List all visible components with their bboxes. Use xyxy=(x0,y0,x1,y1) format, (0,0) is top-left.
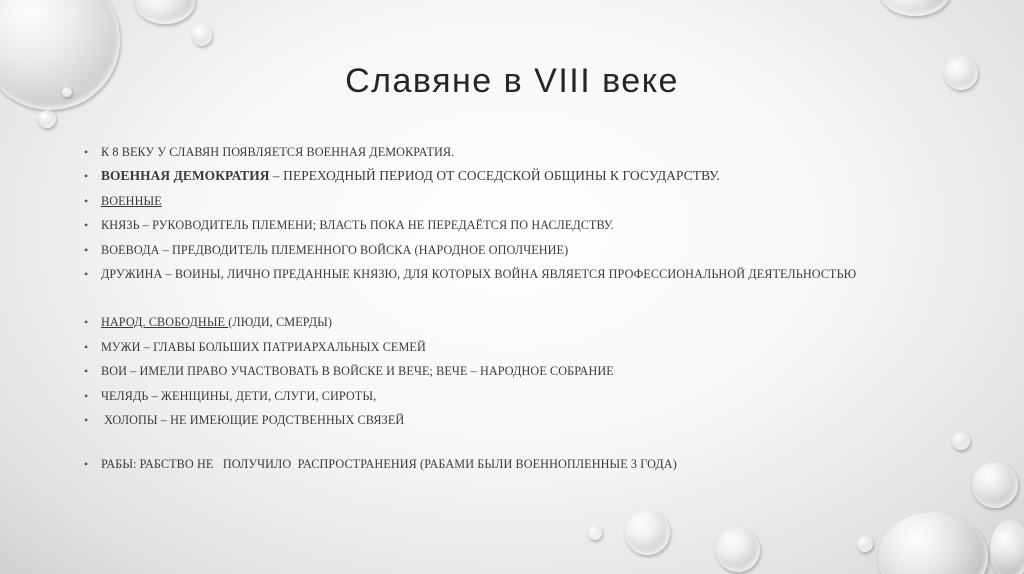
bullet-item xyxy=(82,213,962,237)
water-drop-decoration xyxy=(716,528,760,572)
water-drop-decoration xyxy=(880,0,950,16)
water-drop-decoration xyxy=(972,462,1018,508)
bullet-item xyxy=(82,335,962,359)
bullet-item xyxy=(82,238,962,262)
bullet-item xyxy=(82,140,962,164)
bullet-item xyxy=(82,164,962,188)
bullet-item xyxy=(82,310,962,334)
water-drop-decoration xyxy=(38,110,56,128)
water-drop-decoration xyxy=(588,526,602,540)
bullet-heading: ВОЕННЫЕ xyxy=(101,193,162,208)
bullet-text: МУЖИ – ГЛАВЫ БОЛЬШИХ ПАТРИАРХАЛЬНЫХ СЕМЕЙ xyxy=(101,339,426,354)
bullet-text: ЧЕЛЯДЬ – ЖЕНЩИНЫ, ДЕТИ, СЛУГИ, СИРОТЫ, xyxy=(101,388,377,403)
slide-title: Славяне в VIII веке xyxy=(345,62,679,100)
bullet-list xyxy=(82,140,962,477)
bullet-item xyxy=(82,384,962,408)
bullet-heading: НАРОД. СВОБОДНЫЕ xyxy=(101,315,229,330)
bullet-text: – ПЕРЕХОДНЫЙ ПЕРИОД ОТ СОСЕДСКОЙ ОБЩИНЫ К ГОСУДАРСТВУ. xyxy=(269,168,720,184)
bullet-item xyxy=(82,408,962,432)
bullet-term: ВОЕННАЯ ДЕМОКРАТИЯ xyxy=(101,168,270,184)
water-drop-decoration xyxy=(192,24,212,46)
bullet-text: ДРУЖИНА – ВОИНЫ, ЛИЧНО ПРЕДАННЫЕ КНЯЗЮ, ДЛЯ КОТОРЫХ ВОЙНА ЯВЛЯЕТСЯ ПРОФЕССИОНАЛЬНОЙ ДЕЯТЕЛЬНОСТЬЮ xyxy=(101,266,857,281)
water-drop-decoration xyxy=(878,512,988,574)
bullet-text: К 8 ВЕКУ У СЛАВЯН ПОЯВЛЯЕТСЯ ВОЕННАЯ ДЕМОКРАТИЯ. xyxy=(101,145,455,159)
bullet-text: ХОЛОПЫ – НЕ ИМЕЮЩИЕ РОДСТВЕННЫХ СВЯЗЕЙ xyxy=(101,412,405,427)
bullet-item xyxy=(82,359,962,383)
water-drop-decoration xyxy=(625,510,670,555)
bullet-item xyxy=(82,452,962,476)
bullet-text: ВОЕВОДА – ПРЕДВОДИТЕЛЬ ПЛЕМЕННОГО ВОЙСКА (НАРОДНОЕ ОПОЛЧЕНИЕ) xyxy=(101,242,569,257)
bullet-text: РАБЫ: РАБСТВО НЕ ПОЛУЧИЛО РАСПРОСТРАНЕНИЯ (РАБАМИ БЫЛИ ВОЕННОПЛЕННЫЕ 3 ГОДА) xyxy=(101,457,677,472)
water-drop-decoration xyxy=(857,536,873,552)
bullet-text: (ЛЮДИ, СМЕРДЫ) xyxy=(228,315,333,330)
bullet-item xyxy=(82,262,962,286)
bullet-text: КНЯЗЬ – РУКОВОДИТЕЛЬ ПЛЕМЕНИ; ВЛАСТЬ ПОКА НЕ ПЕРЕДАЁТСЯ ПО НАСЛЕДСТВУ. xyxy=(101,218,614,233)
water-drop-decoration xyxy=(990,520,1024,574)
water-drop-decoration xyxy=(135,0,195,24)
bullet-item xyxy=(82,189,962,213)
bullet-text: ВОИ – ИМЕЛИ ПРАВО УЧАСТВОВАТЬ В ВОЙСКЕ И ВЕЧЕ; ВЕЧЕ – НАРОДНОЕ СОБРАНИЕ xyxy=(101,364,614,379)
